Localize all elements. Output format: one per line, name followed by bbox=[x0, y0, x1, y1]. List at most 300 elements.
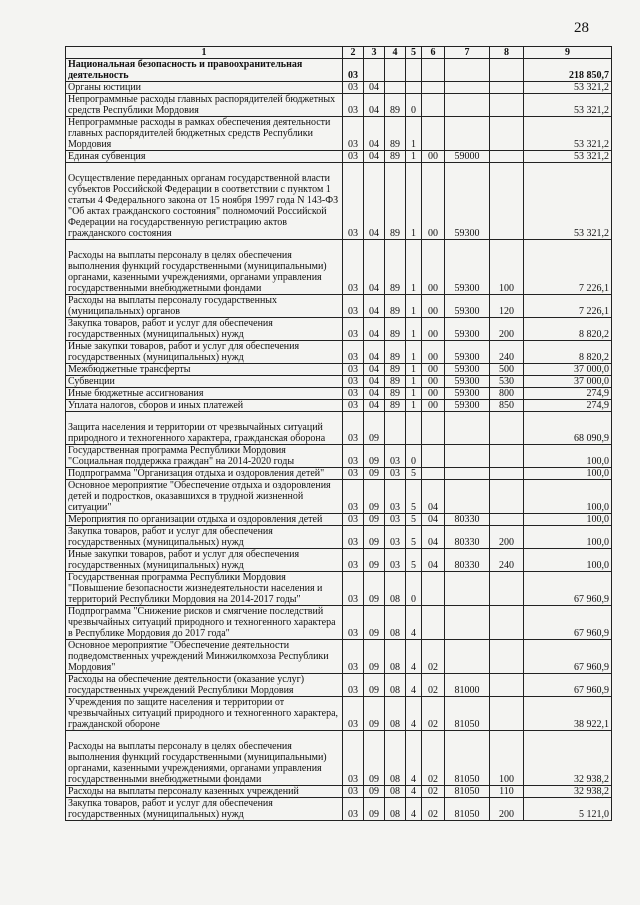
code-expense-type: 500 bbox=[490, 364, 524, 376]
code-section: 03 bbox=[343, 468, 364, 480]
code-direction: 81000 bbox=[445, 674, 490, 697]
code-subprogram: 0 bbox=[406, 445, 422, 468]
code-subprogram: 1 bbox=[406, 163, 422, 240]
code-direction bbox=[445, 480, 490, 514]
code-section: 03 bbox=[343, 376, 364, 388]
code-subsection: 09 bbox=[364, 697, 385, 731]
code-direction bbox=[445, 59, 490, 82]
code-subprogram: 1 bbox=[406, 240, 422, 295]
code-expense-type bbox=[490, 412, 524, 445]
row-name: Непрограммные расходы в рамках обеспечения деятельности главных распорядителей бюджетных средств Республики Мордовия bbox=[66, 117, 343, 151]
row-name: Расходы на выплаты персоналу в целях обеспечения выполнения функций государственными (муниципальными) органами, казенными учреждениями, органами управления государственными внебюджетными фондами bbox=[66, 240, 343, 295]
code-section: 03 bbox=[343, 526, 364, 549]
table-row bbox=[66, 388, 612, 400]
code-subsection: 04 bbox=[364, 364, 385, 376]
code-measure: 04 bbox=[422, 549, 445, 572]
code-subsection: 09 bbox=[364, 445, 385, 468]
code-measure bbox=[422, 82, 445, 94]
code-subsection: 09 bbox=[364, 572, 385, 606]
code-direction bbox=[445, 606, 490, 640]
code-expense-type bbox=[490, 163, 524, 240]
table-row bbox=[66, 572, 612, 606]
table-row bbox=[66, 514, 612, 526]
row-name: Учреждения по защите населения и территории от чрезвычайных ситуаций природного и техногенного характера, гражданской обороне bbox=[66, 697, 343, 731]
code-program: 89 bbox=[385, 318, 406, 341]
code-section: 03 bbox=[343, 364, 364, 376]
amount: 53 321,2 bbox=[524, 82, 612, 94]
code-subsection: 04 bbox=[364, 163, 385, 240]
code-subprogram: 1 bbox=[406, 341, 422, 364]
code-subsection: 09 bbox=[364, 514, 385, 526]
code-subprogram: 5 bbox=[406, 526, 422, 549]
code-expense-type bbox=[490, 572, 524, 606]
code-subsection: 04 bbox=[364, 400, 385, 412]
code-measure: 00 bbox=[422, 240, 445, 295]
code-subprogram: 1 bbox=[406, 376, 422, 388]
code-program: 08 bbox=[385, 674, 406, 697]
code-subprogram: 1 bbox=[406, 388, 422, 400]
code-direction: 81050 bbox=[445, 786, 490, 798]
code-program bbox=[385, 412, 406, 445]
table-row bbox=[66, 82, 612, 94]
code-section: 03 bbox=[343, 731, 364, 786]
row-name: Закупка товаров, работ и услуг для обеспечения государственных (муниципальных) нужд bbox=[66, 526, 343, 549]
table-row bbox=[66, 697, 612, 731]
code-subprogram: 1 bbox=[406, 318, 422, 341]
code-direction: 59300 bbox=[445, 318, 490, 341]
code-direction bbox=[445, 640, 490, 674]
code-expense-type bbox=[490, 82, 524, 94]
code-measure bbox=[422, 412, 445, 445]
code-direction: 81050 bbox=[445, 731, 490, 786]
table-row bbox=[66, 445, 612, 468]
code-program: 89 bbox=[385, 295, 406, 318]
code-section: 03 bbox=[343, 163, 364, 240]
code-direction bbox=[445, 117, 490, 151]
code-subsection: 04 bbox=[364, 376, 385, 388]
col-header: 9 bbox=[524, 47, 612, 59]
row-name: Подпрограмма "Организация отдыха и оздоровления детей" bbox=[66, 468, 343, 480]
code-direction: 59300 bbox=[445, 364, 490, 376]
code-direction: 81050 bbox=[445, 798, 490, 821]
row-name: Иные бюджетные ассигнования bbox=[66, 388, 343, 400]
col-header: 8 bbox=[490, 47, 524, 59]
table-row bbox=[66, 468, 612, 480]
code-program: 03 bbox=[385, 445, 406, 468]
code-subprogram: 4 bbox=[406, 606, 422, 640]
amount: 100,0 bbox=[524, 549, 612, 572]
code-expense-type: 850 bbox=[490, 400, 524, 412]
amount: 274,9 bbox=[524, 388, 612, 400]
code-section: 03 bbox=[343, 94, 364, 117]
code-expense-type bbox=[490, 445, 524, 468]
code-section: 03 bbox=[343, 318, 364, 341]
code-expense-type bbox=[490, 514, 524, 526]
code-measure: 00 bbox=[422, 364, 445, 376]
page-number: 28 bbox=[574, 20, 589, 36]
col-header: 3 bbox=[364, 47, 385, 59]
code-measure bbox=[422, 117, 445, 151]
code-measure: 04 bbox=[422, 480, 445, 514]
amount: 53 321,2 bbox=[524, 151, 612, 163]
code-section: 03 bbox=[343, 606, 364, 640]
col-header: 5 bbox=[406, 47, 422, 59]
code-subsection: 04 bbox=[364, 240, 385, 295]
table-row bbox=[66, 731, 612, 786]
code-expense-type bbox=[490, 674, 524, 697]
code-direction bbox=[445, 445, 490, 468]
table-row bbox=[66, 798, 612, 821]
code-subprogram bbox=[406, 412, 422, 445]
table-row bbox=[66, 786, 612, 798]
code-expense-type bbox=[490, 59, 524, 82]
code-direction: 59300 bbox=[445, 295, 490, 318]
amount: 68 090,9 bbox=[524, 412, 612, 445]
code-program: 08 bbox=[385, 572, 406, 606]
code-measure: 02 bbox=[422, 786, 445, 798]
code-subprogram: 1 bbox=[406, 151, 422, 163]
code-direction bbox=[445, 468, 490, 480]
code-section: 03 bbox=[343, 549, 364, 572]
row-name: Единая субвенция bbox=[66, 151, 343, 163]
code-section: 03 bbox=[343, 786, 364, 798]
col-header: 6 bbox=[422, 47, 445, 59]
code-measure: 02 bbox=[422, 674, 445, 697]
row-name: Закупка товаров, работ и услуг для обеспечения государственных (муниципальных) нужд bbox=[66, 798, 343, 821]
code-measure bbox=[422, 94, 445, 117]
row-name: Расходы на обеспечение деятельности (оказание услуг) государственных учреждений Республики Мордовия bbox=[66, 674, 343, 697]
code-program: 08 bbox=[385, 606, 406, 640]
col-header: 4 bbox=[385, 47, 406, 59]
code-subsection: 04 bbox=[364, 318, 385, 341]
code-section: 03 bbox=[343, 674, 364, 697]
table-row bbox=[66, 94, 612, 117]
code-expense-type: 240 bbox=[490, 341, 524, 364]
code-subprogram: 5 bbox=[406, 514, 422, 526]
row-name: Расходы на выплаты персоналу государственных (муниципальных) органов bbox=[66, 295, 343, 318]
code-subsection: 09 bbox=[364, 798, 385, 821]
code-subsection: 09 bbox=[364, 606, 385, 640]
amount: 100,0 bbox=[524, 468, 612, 480]
code-subsection: 09 bbox=[364, 731, 385, 786]
code-program: 89 bbox=[385, 151, 406, 163]
code-program: 89 bbox=[385, 388, 406, 400]
code-program: 03 bbox=[385, 526, 406, 549]
amount: 38 922,1 bbox=[524, 697, 612, 731]
code-section: 03 bbox=[343, 240, 364, 295]
header-row bbox=[66, 47, 612, 59]
code-program: 08 bbox=[385, 731, 406, 786]
amount: 100,0 bbox=[524, 526, 612, 549]
row-name: Межбюджетные трансферты bbox=[66, 364, 343, 376]
code-section: 03 bbox=[343, 117, 364, 151]
amount: 100,0 bbox=[524, 445, 612, 468]
code-direction: 59300 bbox=[445, 163, 490, 240]
row-name: Иные закупки товаров, работ и услуг для обеспечения государственных (муниципальных) нужд bbox=[66, 549, 343, 572]
code-program: 03 bbox=[385, 549, 406, 572]
code-subsection: 04 bbox=[364, 295, 385, 318]
code-subprogram: 1 bbox=[406, 117, 422, 151]
code-program bbox=[385, 59, 406, 82]
amount: 5 121,0 bbox=[524, 798, 612, 821]
code-expense-type bbox=[490, 151, 524, 163]
row-name: Уплата налогов, сборов и иных платежей bbox=[66, 400, 343, 412]
code-measure: 00 bbox=[422, 341, 445, 364]
code-subsection: 09 bbox=[364, 412, 385, 445]
amount: 37 000,0 bbox=[524, 364, 612, 376]
code-direction bbox=[445, 572, 490, 606]
code-direction: 80330 bbox=[445, 549, 490, 572]
table-row bbox=[66, 341, 612, 364]
amount: 53 321,2 bbox=[524, 117, 612, 151]
code-measure bbox=[422, 572, 445, 606]
code-program: 89 bbox=[385, 240, 406, 295]
code-expense-type bbox=[490, 697, 524, 731]
code-subprogram bbox=[406, 82, 422, 94]
code-program: 89 bbox=[385, 400, 406, 412]
code-program: 89 bbox=[385, 341, 406, 364]
code-subsection: 09 bbox=[364, 674, 385, 697]
code-measure bbox=[422, 606, 445, 640]
amount: 7 226,1 bbox=[524, 295, 612, 318]
code-measure: 02 bbox=[422, 731, 445, 786]
code-program: 89 bbox=[385, 376, 406, 388]
row-name: Иные закупки товаров, работ и услуг для обеспечения государственных (муниципальных) нужд bbox=[66, 341, 343, 364]
code-subsection: 09 bbox=[364, 526, 385, 549]
amount: 67 960,9 bbox=[524, 572, 612, 606]
code-subprogram: 5 bbox=[406, 480, 422, 514]
row-name: Основное мероприятие "Обеспечение деятельности подведомственных учреждений Минжилкомхоза Республики Мордовия" bbox=[66, 640, 343, 674]
code-program: 89 bbox=[385, 117, 406, 151]
code-measure: 04 bbox=[422, 526, 445, 549]
amount: 67 960,9 bbox=[524, 640, 612, 674]
code-program: 89 bbox=[385, 364, 406, 376]
code-subsection: 04 bbox=[364, 341, 385, 364]
row-name: Субвенции bbox=[66, 376, 343, 388]
amount: 53 321,2 bbox=[524, 163, 612, 240]
code-direction: 59300 bbox=[445, 341, 490, 364]
table-row bbox=[66, 400, 612, 412]
table-row bbox=[66, 240, 612, 295]
table-row bbox=[66, 318, 612, 341]
code-subprogram: 4 bbox=[406, 731, 422, 786]
amount: 8 820,2 bbox=[524, 341, 612, 364]
code-expense-type bbox=[490, 94, 524, 117]
code-expense-type: 530 bbox=[490, 376, 524, 388]
table-row bbox=[66, 549, 612, 572]
code-measure: 02 bbox=[422, 798, 445, 821]
code-section: 03 bbox=[343, 82, 364, 94]
code-expense-type: 200 bbox=[490, 526, 524, 549]
amount: 37 000,0 bbox=[524, 376, 612, 388]
code-section: 03 bbox=[343, 572, 364, 606]
table-row bbox=[66, 117, 612, 151]
code-subprogram: 1 bbox=[406, 295, 422, 318]
code-measure: 00 bbox=[422, 318, 445, 341]
code-measure: 02 bbox=[422, 640, 445, 674]
code-section: 03 bbox=[343, 388, 364, 400]
code-expense-type: 110 bbox=[490, 786, 524, 798]
table-row bbox=[66, 295, 612, 318]
table-row bbox=[66, 640, 612, 674]
code-expense-type: 200 bbox=[490, 798, 524, 821]
code-direction: 81050 bbox=[445, 697, 490, 731]
code-subsection: 09 bbox=[364, 786, 385, 798]
code-subprogram: 4 bbox=[406, 674, 422, 697]
code-subsection: 04 bbox=[364, 151, 385, 163]
table-row bbox=[66, 376, 612, 388]
code-subsection: 04 bbox=[364, 82, 385, 94]
code-section: 03 bbox=[343, 798, 364, 821]
code-section: 03 bbox=[343, 445, 364, 468]
code-expense-type bbox=[490, 640, 524, 674]
code-measure: 04 bbox=[422, 514, 445, 526]
code-subsection: 04 bbox=[364, 94, 385, 117]
code-expense-type bbox=[490, 606, 524, 640]
code-program: 89 bbox=[385, 163, 406, 240]
table-row bbox=[66, 674, 612, 697]
code-direction bbox=[445, 82, 490, 94]
code-subprogram: 4 bbox=[406, 640, 422, 674]
row-name: Расходы на выплаты персоналу казенных учреждений bbox=[66, 786, 343, 798]
amount: 7 226,1 bbox=[524, 240, 612, 295]
code-subprogram: 0 bbox=[406, 94, 422, 117]
code-program bbox=[385, 82, 406, 94]
code-subsection bbox=[364, 59, 385, 82]
row-name: Государственная программа Республики Мордовия "Повышение безопасности жизнедеятельности населения и территорий Республики Мордовия на 2014-2017 годы" bbox=[66, 572, 343, 606]
code-section: 03 bbox=[343, 400, 364, 412]
code-expense-type: 200 bbox=[490, 318, 524, 341]
code-subprogram: 0 bbox=[406, 572, 422, 606]
code-measure: 02 bbox=[422, 697, 445, 731]
code-section: 03 bbox=[343, 412, 364, 445]
row-name: Государственная программа Республики Мордовия "Социальная поддержка граждан" на 2014-2020 годы bbox=[66, 445, 343, 468]
code-direction: 80330 bbox=[445, 526, 490, 549]
code-direction: 80330 bbox=[445, 514, 490, 526]
row-name: Органы юстиции bbox=[66, 82, 343, 94]
row-name: Подпрограмма "Снижение рисков и смягчение последствий чрезвычайных ситуаций природного и техногенного характера в Республике Мордовия до 2017 года" bbox=[66, 606, 343, 640]
code-measure: 00 bbox=[422, 163, 445, 240]
code-section: 03 bbox=[343, 341, 364, 364]
code-program: 03 bbox=[385, 514, 406, 526]
code-subsection: 09 bbox=[364, 480, 385, 514]
code-measure: 00 bbox=[422, 388, 445, 400]
table-row bbox=[66, 59, 612, 82]
code-measure: 00 bbox=[422, 400, 445, 412]
code-subprogram: 1 bbox=[406, 400, 422, 412]
code-direction: 59300 bbox=[445, 400, 490, 412]
col-header: 1 bbox=[66, 47, 343, 59]
amount: 100,0 bbox=[524, 480, 612, 514]
table-row bbox=[66, 364, 612, 376]
amount: 67 960,9 bbox=[524, 606, 612, 640]
code-subsection: 09 bbox=[364, 549, 385, 572]
code-section: 03 bbox=[343, 151, 364, 163]
row-name: Расходы на выплаты персоналу в целях обеспечения выполнения функций государственными (муниципальными) органами, казенными учреждениями, органами управления государственными внебюджетными фондами bbox=[66, 731, 343, 786]
code-expense-type: 800 bbox=[490, 388, 524, 400]
code-expense-type: 240 bbox=[490, 549, 524, 572]
code-subsection: 09 bbox=[364, 468, 385, 480]
row-name: Защита населения и территории от чрезвычайных ситуаций природного и техногенного характера, гражданская оборона bbox=[66, 412, 343, 445]
table-row bbox=[66, 151, 612, 163]
code-measure: 00 bbox=[422, 295, 445, 318]
code-subprogram: 4 bbox=[406, 786, 422, 798]
code-subsection: 09 bbox=[364, 640, 385, 674]
code-program: 08 bbox=[385, 798, 406, 821]
code-expense-type bbox=[490, 117, 524, 151]
amount: 67 960,9 bbox=[524, 674, 612, 697]
code-measure bbox=[422, 59, 445, 82]
table-row bbox=[66, 412, 612, 445]
row-name: Национальная безопасность и правоохранительная деятельность bbox=[66, 59, 343, 82]
code-section: 03 bbox=[343, 295, 364, 318]
code-program: 08 bbox=[385, 640, 406, 674]
code-subprogram: 5 bbox=[406, 549, 422, 572]
code-subprogram: 4 bbox=[406, 697, 422, 731]
amount: 32 938,2 bbox=[524, 731, 612, 786]
code-section: 03 bbox=[343, 514, 364, 526]
row-name: Осуществление переданных органам государственной власти субъектов Российской Федерации в соответствии с пунктом 1 статьи 4 Федерального закона от 15 ноября 1997 года N 143-ФЗ "Об актах гражданского состояния" полномочий Российской Федерации на государственную регистрацию актов гражданского состояния bbox=[66, 163, 343, 240]
code-direction bbox=[445, 94, 490, 117]
code-measure: 00 bbox=[422, 376, 445, 388]
table-row bbox=[66, 163, 612, 240]
code-direction bbox=[445, 412, 490, 445]
code-subsection: 04 bbox=[364, 117, 385, 151]
code-program: 03 bbox=[385, 468, 406, 480]
code-direction: 59000 bbox=[445, 151, 490, 163]
row-name: Основное мероприятие "Обеспечение отдыха и оздоровления детей и подростков, оказавшихся в трудной жизненной ситуации" bbox=[66, 480, 343, 514]
code-section: 03 bbox=[343, 480, 364, 514]
code-subprogram: 1 bbox=[406, 364, 422, 376]
code-section: 03 bbox=[343, 697, 364, 731]
amount: 32 938,2 bbox=[524, 786, 612, 798]
code-measure: 00 bbox=[422, 151, 445, 163]
amount: 274,9 bbox=[524, 400, 612, 412]
code-subprogram: 5 bbox=[406, 468, 422, 480]
col-header: 2 bbox=[343, 47, 364, 59]
code-expense-type bbox=[490, 480, 524, 514]
code-subsection: 04 bbox=[364, 388, 385, 400]
code-direction: 59300 bbox=[445, 240, 490, 295]
code-program: 03 bbox=[385, 480, 406, 514]
budget-table bbox=[65, 46, 612, 821]
code-section: 03 bbox=[343, 59, 364, 82]
table-row bbox=[66, 480, 612, 514]
code-direction: 59300 bbox=[445, 388, 490, 400]
code-measure bbox=[422, 445, 445, 468]
row-name: Закупка товаров, работ и услуг для обеспечения государственных (муниципальных) нужд bbox=[66, 318, 343, 341]
code-subprogram bbox=[406, 59, 422, 82]
table-body bbox=[66, 47, 612, 821]
amount: 53 321,2 bbox=[524, 94, 612, 117]
amount: 100,0 bbox=[524, 514, 612, 526]
code-direction: 59300 bbox=[445, 376, 490, 388]
col-header: 7 bbox=[445, 47, 490, 59]
code-expense-type: 120 bbox=[490, 295, 524, 318]
code-expense-type bbox=[490, 468, 524, 480]
code-subprogram: 4 bbox=[406, 798, 422, 821]
amount: 8 820,2 bbox=[524, 318, 612, 341]
table-row bbox=[66, 606, 612, 640]
code-section: 03 bbox=[343, 640, 364, 674]
code-program: 89 bbox=[385, 94, 406, 117]
code-measure bbox=[422, 468, 445, 480]
code-program: 08 bbox=[385, 786, 406, 798]
code-program: 08 bbox=[385, 697, 406, 731]
table-row bbox=[66, 526, 612, 549]
row-name: Мероприятия по организации отдыха и оздоровления детей bbox=[66, 514, 343, 526]
row-name: Непрограммные расходы главных распорядителей бюджетных средств Республики Мордовия bbox=[66, 94, 343, 117]
